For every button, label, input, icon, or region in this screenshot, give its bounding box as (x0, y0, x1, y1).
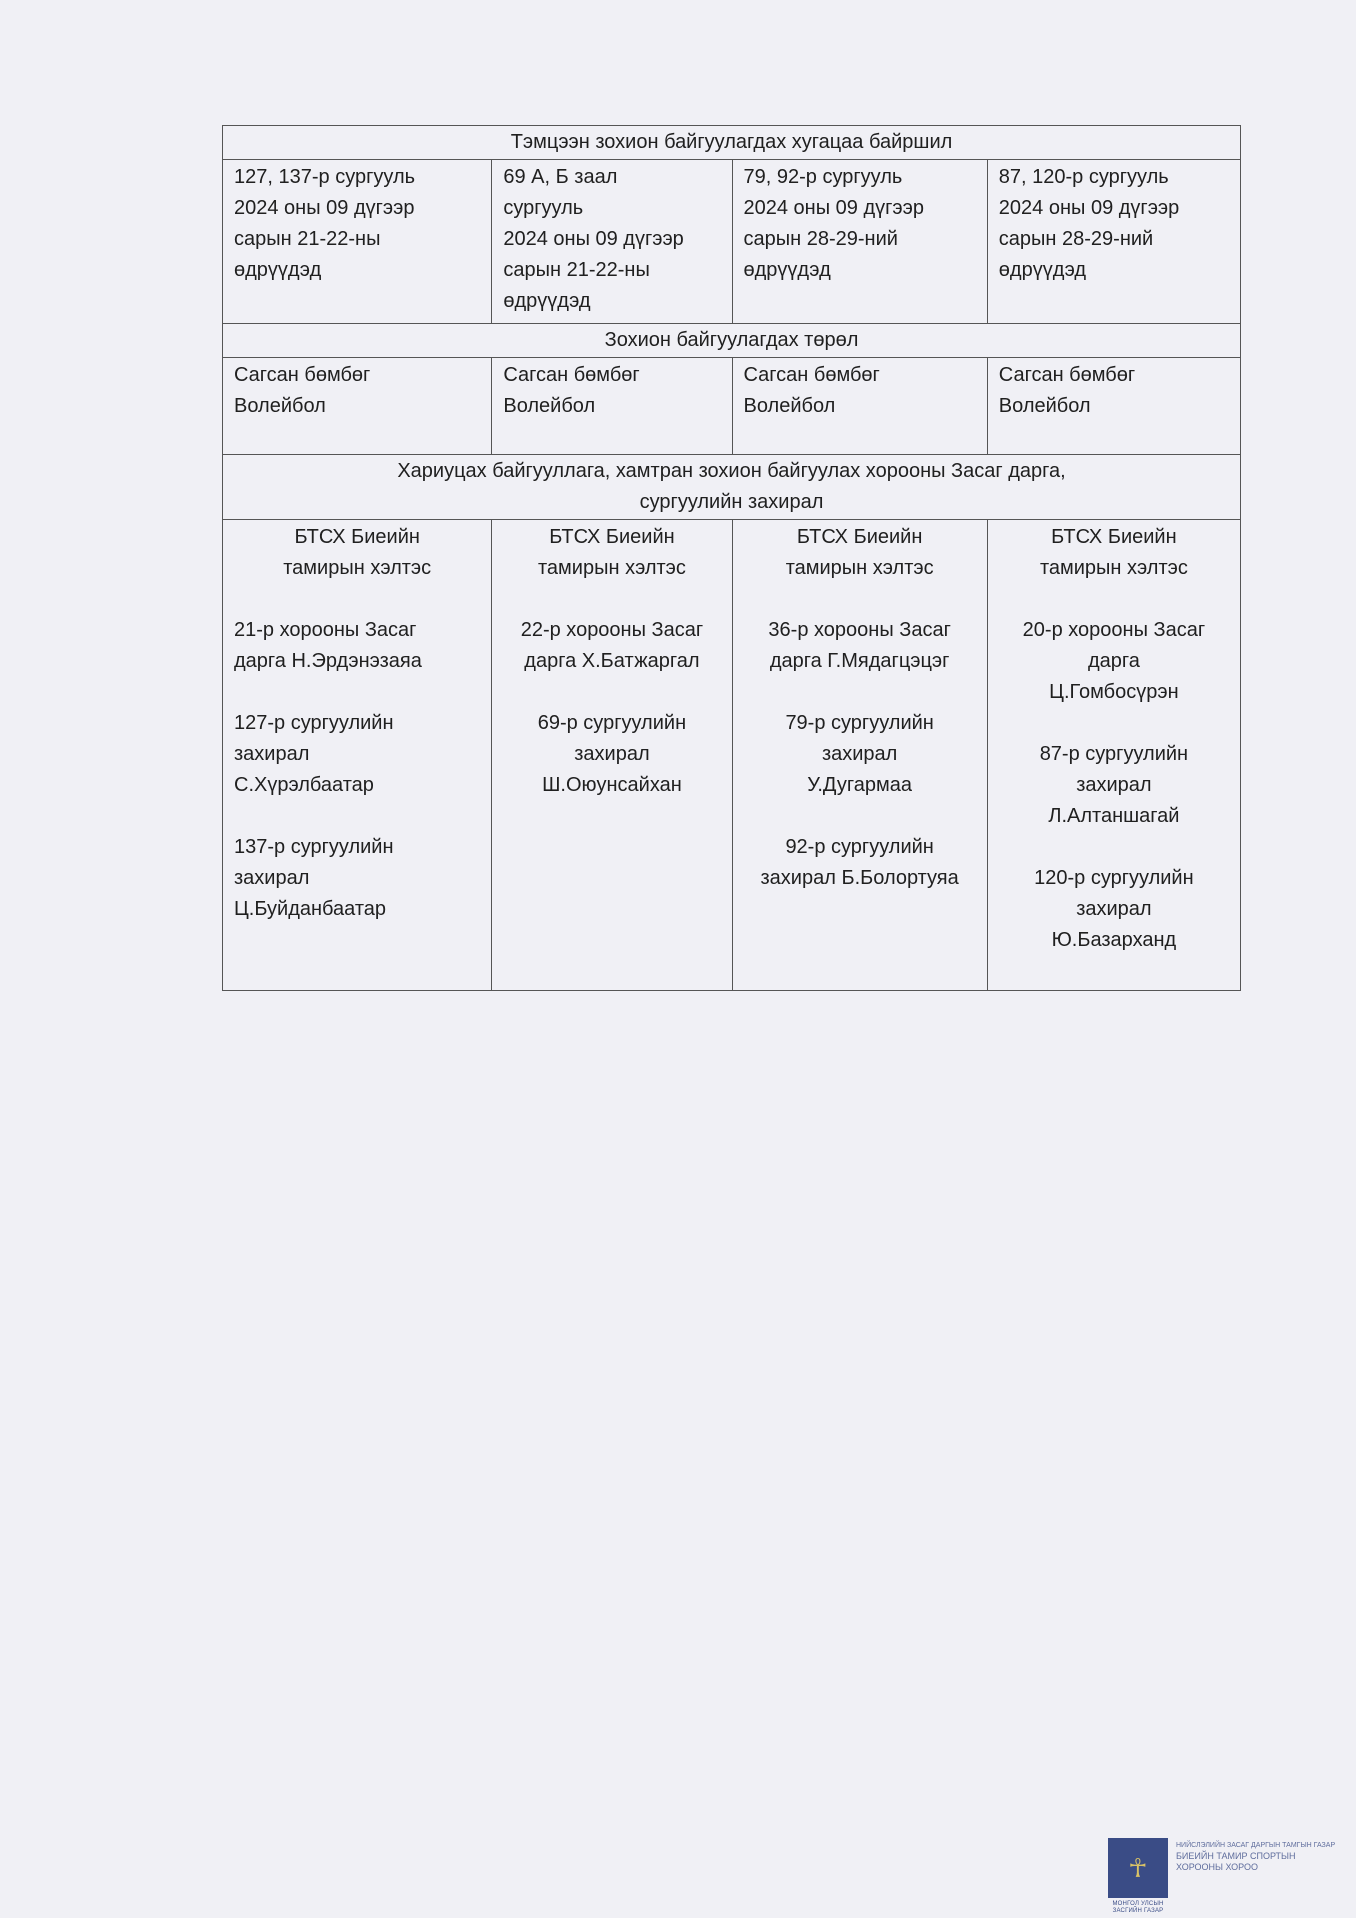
text-line: сургуулийн захирал (639, 491, 824, 513)
text-line: тамирын хэлтэс (537, 557, 686, 579)
text-line: БТСХ Биеийн (549, 526, 675, 548)
text-line: сарын 28-29-ний (743, 228, 898, 250)
text-line: 127-р сургуулийн (234, 712, 394, 734)
text-line: 87, 120-р сургууль (998, 166, 1169, 188)
text-line: 2024 оны 09 дүгээр (743, 197, 924, 219)
text-line: дарга Н.Эрдэнэзаяа (234, 650, 422, 672)
organization-stamp (1176, 1840, 1346, 1873)
text-line: БТСХ Биеийн (1051, 526, 1177, 548)
text-line: дарга Х.Батжаргал (524, 650, 700, 672)
text-line: 92-р сургуулийн (785, 836, 934, 858)
text-line: өдрүүдэд (503, 290, 591, 312)
spacer (744, 677, 976, 708)
text-line: тамирын хэлтэс (283, 557, 432, 579)
text-line: Ц.Буйданбаатар (234, 898, 387, 920)
text-line: 2024 оны 09 дүгээр (234, 197, 415, 219)
text-line: 20-р хорооны Засаг (1022, 619, 1206, 641)
text-line: тамирын хэлтэс (1039, 557, 1188, 579)
text-line: Сагсан бөмбөг (503, 364, 640, 386)
sport-cell (223, 358, 492, 455)
org-line-1: БИЕИЙН ТАМИР СПОРТЫН (1176, 1851, 1296, 1861)
sport-cell (987, 358, 1240, 455)
text-line: 69-р сургуулийн (537, 712, 687, 734)
period-header: Тэмцээн зохион байгуулагдах хугацаа байршил (223, 126, 1241, 160)
text-line: 69 А, Б заал (503, 166, 618, 188)
text-line: өдрүүдэд (234, 259, 322, 281)
text-line: өдрүүдэд (998, 259, 1087, 281)
spacer (234, 801, 480, 832)
text-line: У.Дугармаа (807, 774, 912, 796)
text-line: БТСХ Биеийн (294, 526, 420, 548)
text-line: Хариуцах байгууллага, хамтран зохион байгуулах хорооны Засаг дарга, (397, 460, 1066, 482)
text-line: 79, 92-р сургууль (743, 166, 903, 188)
soyombo-emblem-icon: ☥ (1108, 1838, 1168, 1898)
text-line: Волейбол (998, 395, 1091, 417)
text-line: Волейбол (743, 395, 836, 417)
spacer (999, 584, 1229, 615)
text-line: 79-р сургуулийн (785, 712, 934, 734)
period-cell (732, 160, 987, 324)
resp-cell (492, 520, 732, 991)
text-line: захирал (1076, 898, 1152, 920)
spacer (234, 677, 480, 708)
spacer (999, 832, 1229, 863)
text-line: тамирын хэлтэс (785, 557, 934, 579)
text-line: 127, 137-р сургууль (234, 166, 416, 188)
text-line: Волейбол (234, 395, 326, 417)
text-line: Ц.Гомбосүрэн (1049, 681, 1179, 703)
text-line: захирал (574, 743, 650, 765)
text-line: дарга Г.Мядагцэцэг (769, 650, 950, 672)
text-line: 2024 оны 09 дүгээр (998, 197, 1180, 219)
resp-row (223, 520, 1241, 991)
text-line: сарын 21-22-ны (234, 228, 381, 250)
resp-cell (987, 520, 1240, 991)
text-line: 22-р хорооны Засаг (520, 619, 704, 641)
text-line: 137-р сургуулийн (234, 836, 394, 858)
org-line-2: ХОРООНЫ ХОРОО (1176, 1862, 1258, 1872)
text-line: 87-р сургуулийн (1039, 743, 1189, 765)
sport-cell (492, 358, 732, 455)
text-line: сарын 28-29-ний (998, 228, 1154, 250)
text-line: захирал (821, 743, 898, 765)
text-line: Ш.Оюунсайхан (542, 774, 682, 796)
text-line: 36-р хорооны Засаг (768, 619, 951, 641)
sport-row (223, 358, 1241, 455)
text-line: өдрүүдэд (743, 259, 831, 281)
text-line: Ю.Базарханд (1051, 929, 1177, 951)
text-line: сургууль (503, 197, 584, 219)
spacer (744, 801, 976, 832)
period-header-row (223, 126, 1241, 160)
spacer (234, 584, 480, 615)
period-cell (223, 160, 492, 324)
spacer (744, 584, 976, 615)
text-line: 120-р сургуулийн (1034, 867, 1194, 889)
text-line: дарга (1087, 650, 1140, 672)
spacer (999, 708, 1229, 739)
org-small-line: НИЙСЛЭЛИЙН ЗАСАГ ДАРГЫН ТАМГЫН ГАЗАР (1176, 1842, 1336, 1849)
spacer (503, 677, 720, 708)
text-line: сарын 21-22-ны (503, 259, 650, 281)
text-line: захирал Б.Болортуяа (760, 867, 959, 889)
sport-cell (732, 358, 987, 455)
text-line: захирал (1076, 774, 1152, 796)
resp-cell (223, 520, 492, 991)
resp-cell (732, 520, 987, 991)
sport-header: Зохион байгуулагдах төрөл (223, 324, 1241, 358)
text-line: захирал (234, 867, 310, 889)
text-line: захирал (234, 743, 310, 765)
text-line: Сагсан бөмбөг (998, 364, 1136, 386)
text-line: С.Хүрэлбаатар (234, 774, 374, 796)
text-line: БТСХ Биеийн (796, 526, 923, 548)
text-line: 2024 оны 09 дүгээр (503, 228, 684, 250)
emblem-caption: МОНГОЛ УЛСЫН ЗАСГИЙН ГАЗАР (1112, 1901, 1164, 1914)
schedule-table (222, 125, 1241, 991)
text-line: Сагсан бөмбөг (743, 364, 880, 386)
spacer (503, 584, 720, 615)
period-cell (492, 160, 732, 324)
period-row (223, 160, 1241, 324)
period-cell (987, 160, 1240, 324)
text-line: Л.Алтаншагай (1048, 805, 1180, 827)
resp-header (223, 455, 1241, 520)
text-line: 21-р хорооны Засаг (234, 619, 417, 641)
resp-header-row (223, 455, 1241, 520)
text-line: Волейбол (503, 395, 596, 417)
text-line: Сагсан бөмбөг (234, 364, 371, 386)
sport-header-row (223, 324, 1241, 358)
